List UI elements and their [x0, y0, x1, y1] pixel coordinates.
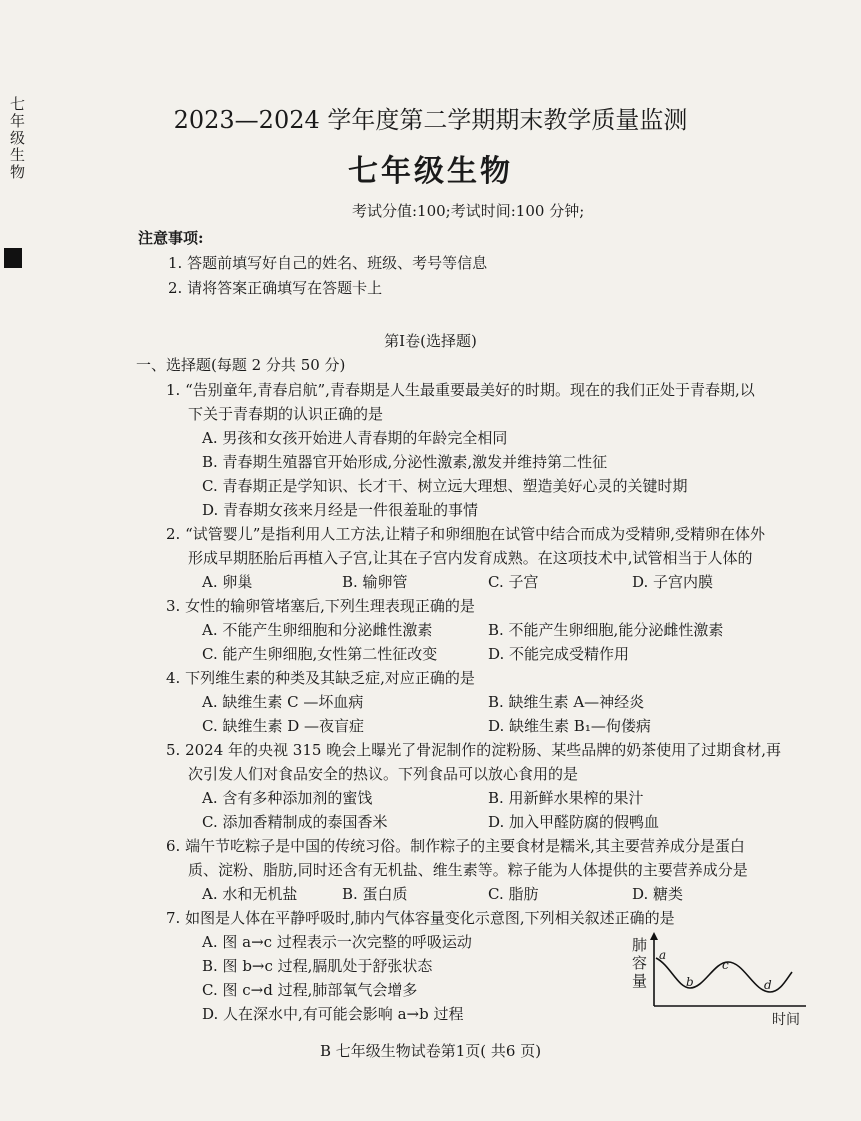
graph-point-b: b [686, 975, 694, 989]
question-1-option-d: D. 青春期女孩来月经是一件很羞耻的事情 [202, 501, 479, 519]
graph-x-label: 时间 [772, 1012, 800, 1028]
question-5-option-a: A. 含有多种添加剂的蜜饯 [202, 789, 373, 807]
section-title: 第Ⅰ卷(选择题) [384, 332, 477, 350]
page-footer: B 七年级生物试卷第1页( 共6 页) [319, 1042, 542, 1060]
question-6-option-b: B. 蛋白质 [342, 885, 408, 903]
question-5-option-b: B. 用新鲜水果榨的果汁 [488, 789, 644, 807]
question-2-stem: 2. “试管婴儿”是指利用人工方法,让精子和卵细胞在试管中结合而成为受精卵,受精卵在体外 [166, 525, 765, 543]
question-4-option-b: B. 缺维生素 A—神经炎 [488, 693, 645, 711]
notice-item: 1. 答题前填写好自己的姓名、班级、考号等信息 [168, 254, 488, 272]
question-7-option-b: B. 图 b→c 过程,膈肌处于舒张状态 [202, 957, 433, 975]
question-4-option-d: D. 缺维生素 B₁—佝偻病 [488, 717, 651, 735]
question-1-option-a: A. 男孩和女孩开始进人青春期的年龄完全相同 [202, 429, 508, 447]
question-6-option-c: C. 脂肪 [488, 885, 539, 903]
question-7-option-d: D. 人在深水中,有可能会影响 a→b 过程 [202, 1005, 464, 1023]
question-2-option-a: A. 卵巢 [202, 573, 253, 591]
graph-point-d: d [764, 978, 772, 992]
page-subtitle: 七年级生物 [348, 154, 513, 189]
question-6-option-d: D. 糖类 [632, 885, 684, 903]
question-6-stem: 质、淀粉、脂肪,同时还含有无机盐、维生素等。粽子能为人体提供的主要营养成分是 [188, 861, 748, 879]
question-2-stem: 形成早期胚胎后再植入子宫,让其在子宫内发育成熟。在这项技术中,试管相当于人体的 [188, 549, 753, 567]
notice-title: 注意事项: [138, 229, 204, 247]
graph-y-label: 肺容量 [632, 936, 648, 990]
question-3-option-b: B. 不能产生卵细胞,能分泌雌性激素 [488, 621, 724, 639]
notice-item: 2. 请将答案正确填写在答题卡上 [168, 279, 383, 297]
question-3-option-c: C. 能产生卵细胞,女性第二性征改变 [202, 645, 438, 663]
question-1-option-b: B. 青春期生殖器官开始形成,分泌性激素,激发并维持第二性征 [202, 453, 608, 471]
question-7-stem: 7. 如图是人体在平静呼吸时,肺内气体容量变化示意图,下列相关叙述正确的是 [166, 909, 675, 927]
page-title: 2023—2024 学年度第二学期期末教学质量监测 [173, 106, 688, 134]
question-3-option-a: A. 不能产生卵细胞和分泌雌性激素 [202, 621, 433, 639]
side-marker-block [4, 248, 22, 268]
question-5-stem: 5. 2024 年的央视 315 晚会上曝光了骨泥制作的淀粉肠、某些品牌的奶茶使用了过期食材,再 [166, 741, 781, 759]
question-1-stem: 下关于青春期的认识正确的是 [188, 405, 384, 423]
y-axis-arrow [650, 932, 658, 940]
question-7-option-c: C. 图 c→d 过程,肺部氧气会增多 [202, 981, 418, 999]
question-3-stem: 3. 女性的输卵管堵塞后,下列生理表现正确的是 [166, 597, 475, 615]
question-1-stem: 1. “告别童年,青春启航”,青春期是人生最重要最美好的时期。现在的我们正处于青春期,以 [166, 381, 755, 399]
question-5-option-c: C. 添加香精制成的泰国香米 [202, 813, 388, 831]
graph-point-a: a [659, 948, 667, 962]
question-4-stem: 4. 下列维生素的种类及其缺乏症,对应正确的是 [166, 669, 475, 687]
question-2-option-d: D. 子宫内膜 [632, 573, 714, 591]
question-2-option-b: B. 输卵管 [342, 573, 408, 591]
question-6-stem: 6. 端午节吃粽子是中国的传统习俗。制作粽子的主要食材是糯米,其主要营养成分是蛋白 [166, 837, 745, 855]
question-5-stem: 次引发人们对食品安全的热议。下列食品可以放心食用的是 [188, 765, 579, 783]
question-2-option-c: C. 子宫 [488, 573, 539, 591]
question-7-option-a: A. 图 a→c 过程表示一次完整的呼吸运动 [202, 933, 472, 951]
graph-point-c: c [722, 958, 729, 972]
question-3-option-d: D. 不能完成受精作用 [488, 645, 630, 663]
question-4-option-c: C. 缺维生素 D —夜盲症 [202, 717, 365, 735]
side-label: 七年级生物 [8, 96, 26, 181]
question-5-option-d: D. 加入甲醛防腐的假鸭血 [488, 813, 660, 831]
question-4-option-a: A. 缺维生素 C —坏血病 [202, 693, 364, 711]
question-1-option-c: C. 青春期正是学知识、长才干、树立远大理想、塑造美好心灵的关键时期 [202, 477, 688, 495]
exam-meta: 考试分值:100;考试时间:100 分钟; [352, 202, 585, 220]
part-title: 一、选择题(每题 2 分共 50 分) [136, 356, 346, 374]
question-6-option-a: A. 水和无机盐 [202, 885, 298, 903]
